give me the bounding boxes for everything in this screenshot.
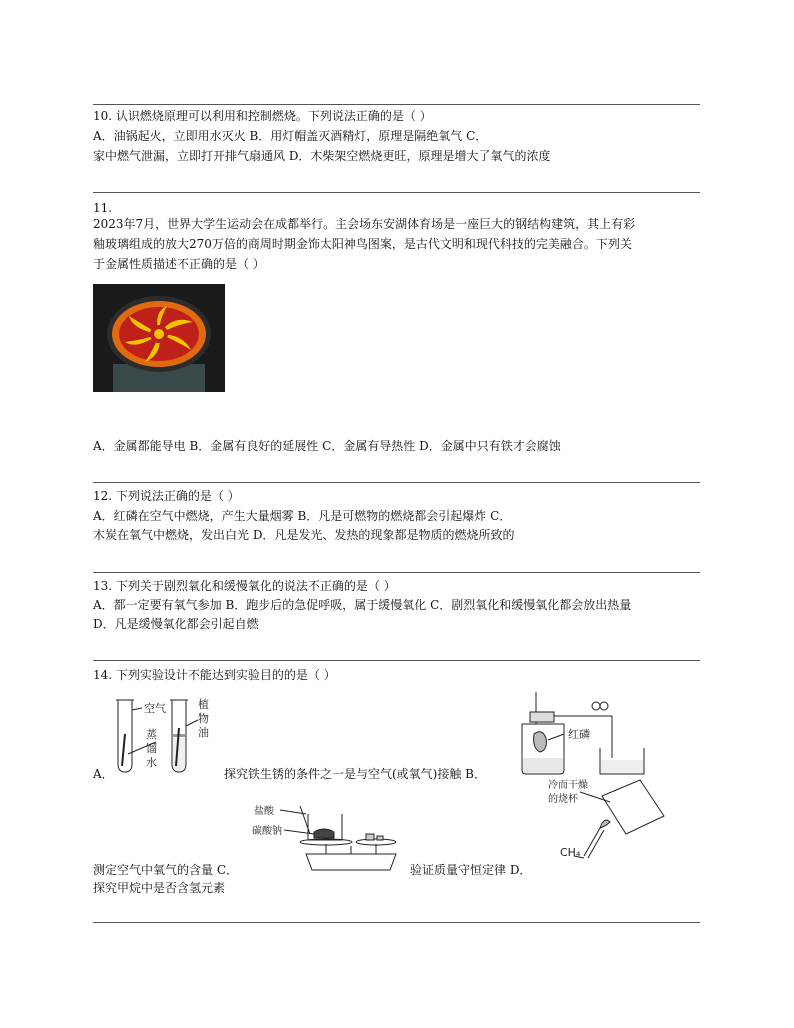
divider — [93, 482, 700, 483]
distilled-water-label: 蒸 — [146, 728, 157, 741]
divider — [93, 922, 700, 923]
divider — [93, 104, 700, 105]
svg-text:水: 水 — [146, 756, 157, 769]
air-label: 空气 — [144, 702, 166, 715]
sodium-carbonate-label: 碳酸钠 — [252, 826, 282, 837]
methane-label: CH₄ — [560, 846, 581, 859]
svg-text:馏: 馏 — [146, 742, 157, 755]
q14-text-a: 探究铁生锈的条件之一是与空气(或氧气)接触 B． — [224, 767, 486, 781]
hydrochloric-acid-label: 盐酸 — [254, 806, 274, 817]
q10-options-line1: A．油锅起火，立即用水灭火 B．用灯帽盖灭酒精灯，原理是隔绝氧气 C． — [93, 129, 488, 143]
q11-stem-line2: 釉玻璃组成的放大270万倍的商周时期金饰太阳神鸟图案，是古代文明和现代科技的完美融合。下列关 — [93, 237, 632, 251]
red-phosphorus-label: 红磷 — [568, 728, 590, 741]
figure-c-balance — [250, 800, 408, 876]
vegetable-oil-label: 植 — [198, 698, 209, 711]
q11-stem-line1: 2023年7月，世界大学生运动会在成都举行。主会场东安湖体育场是一座巨大的钢结构建筑，其上有彩 — [93, 217, 636, 231]
q13-options-line1: A．都一定要有氧气参加 B．跑步后的急促呼吸，属于缓慢氧化 C．剧烈氧化和缓慢氧化都会放出热量 — [93, 598, 632, 612]
q14-stem: 14. 下列实验设计不能达到实验目的的是（ ） — [93, 668, 336, 682]
divider — [93, 660, 700, 661]
q10-options-line2: 家中燃气泄漏，立即打开排气扇通风 D．木柴架空燃烧更旺，原理是增大了氧气的浓度 — [93, 149, 551, 163]
q12-stem: 12. 下列说法正确的是（ ） — [93, 489, 240, 503]
q13-options-line2: D．凡是缓慢氧化都会引起自燃 — [93, 617, 259, 631]
figure-d-methane-test — [540, 776, 668, 876]
sun-bird-image — [93, 284, 225, 392]
q11-options: A．金属都能导电 B．金属有良好的延展性 C．金属有导热性 D．金属中只有铁才会腐蚀 — [93, 439, 561, 453]
divider — [93, 192, 700, 193]
q14-text-c-end: 验证质量守恒定律 D． — [410, 863, 532, 877]
q14-text-d: 探究甲烷中是否含氢元素 — [93, 881, 226, 895]
q14-text-b: 测定空气中氧气的含量 C． — [93, 863, 238, 877]
q10-stem: 10. 认识燃烧原理可以利用和控制燃烧。下列说法正确的是（ ） — [93, 109, 432, 123]
figure-a-test-tubes — [108, 694, 236, 778]
q12-options-line1: A．红磷在空气中燃烧，产生大量烟雾 B．凡是可燃物的燃烧都会引起爆炸 C． — [93, 509, 512, 523]
cold-dry-beaker-label: 冷而干燥 — [548, 780, 588, 791]
q12-options-line2: 木炭在氧气中燃烧，发出白光 D．凡是发光、发热的现象都是物质的燃烧所致的 — [93, 528, 515, 542]
divider — [93, 572, 700, 573]
svg-text:油: 油 — [198, 726, 209, 739]
q13-stem: 13. 下列关于剧烈氧化和缓慢氧化的说法不正确的是（ ） — [93, 579, 396, 593]
figure-b-phosphorus-apparatus — [516, 688, 656, 778]
svg-text:物: 物 — [198, 712, 209, 725]
q14-label-a: A． — [93, 767, 114, 781]
svg-text:的烧杯: 的烧杯 — [548, 794, 578, 805]
q11-stem-line3: 于金属性质描述不正确的是（ ） — [93, 257, 265, 271]
q11-number: 11. — [93, 201, 113, 215]
